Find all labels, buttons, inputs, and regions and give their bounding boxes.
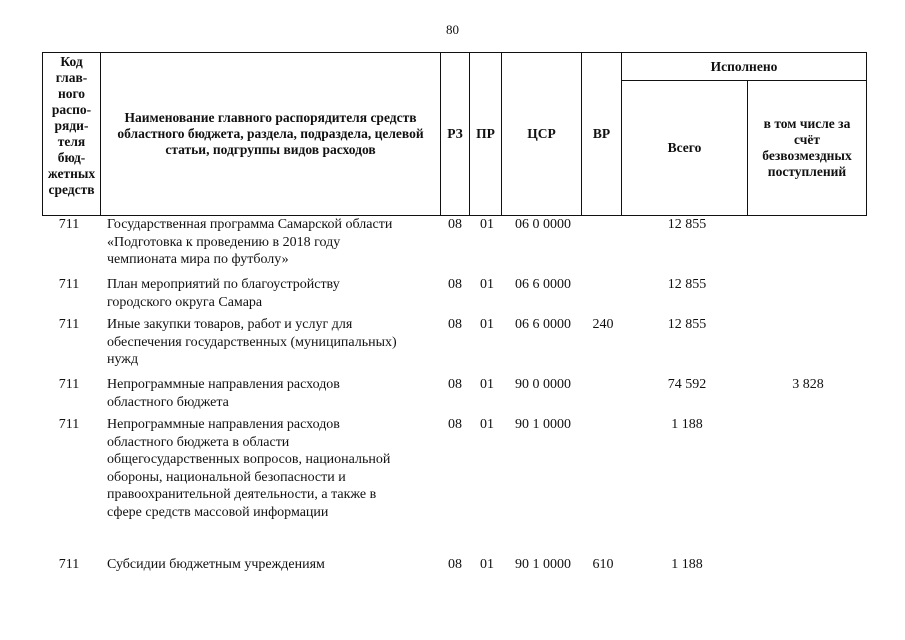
row-name-line: План мероприятий по благоустройству bbox=[107, 277, 340, 292]
header-rz: РЗ bbox=[441, 53, 470, 216]
row-csr: 06 6 0000 bbox=[515, 317, 571, 332]
row-name-line: Непрограммные направления расходов bbox=[107, 417, 340, 432]
row-csr: 06 6 0000 bbox=[515, 277, 571, 292]
row-rz: 08 bbox=[448, 417, 462, 432]
row-name-line: обеспечения государственных (муниципальных) bbox=[107, 334, 397, 350]
row-name-line: чемпионата мира по футболу» bbox=[107, 252, 289, 267]
row-total: 12 855 bbox=[667, 317, 707, 332]
row-pr: 01 bbox=[480, 277, 494, 292]
row-name-line: Непрограммные направления расходов bbox=[107, 377, 340, 392]
row-code: 711 bbox=[58, 277, 80, 292]
row-name-line: нужд bbox=[107, 352, 139, 367]
row-name bbox=[107, 376, 442, 411]
header-incl: в том числе за счёт безвозмездных поступлений bbox=[748, 81, 867, 216]
header-vr: ВР bbox=[582, 53, 622, 216]
row-rz: 08 bbox=[448, 557, 462, 572]
row-vr: 610 bbox=[592, 557, 614, 572]
row-name-line: областного бюджета bbox=[107, 394, 229, 410]
header-total: Всего bbox=[622, 81, 748, 216]
row-name bbox=[107, 316, 442, 369]
row-name-line: городского округа Самара bbox=[107, 294, 263, 310]
row-name-line: сфере средств массовой информации bbox=[107, 504, 329, 520]
header-code: Код глав- ного распо- ряди- теля бюд- жетных средств bbox=[43, 53, 101, 216]
row-name-line: обороны, национальной безопасности и bbox=[107, 469, 346, 485]
row-incl: 3 828 bbox=[792, 377, 824, 392]
row-csr: 06 0 0000 bbox=[515, 217, 571, 232]
table-header bbox=[42, 52, 867, 216]
row-name-line: общегосударственных вопросов, национальной bbox=[107, 452, 391, 467]
row-rz: 08 bbox=[448, 317, 462, 332]
row-pr: 01 bbox=[480, 317, 494, 332]
row-rz: 08 bbox=[448, 377, 462, 392]
row-name bbox=[107, 416, 442, 521]
header-csr: ЦСР bbox=[502, 53, 582, 216]
row-code: 711 bbox=[58, 377, 80, 392]
header-executed: Исполнено bbox=[622, 53, 867, 81]
row-name-line: «Подготовка к проведению в 2018 году bbox=[107, 234, 341, 250]
row-pr: 01 bbox=[480, 377, 494, 392]
row-name-line: Государственная программа Самарской области bbox=[107, 217, 393, 232]
row-total: 1 188 bbox=[671, 557, 703, 572]
row-rz: 08 bbox=[448, 277, 462, 292]
row-pr: 01 bbox=[480, 217, 494, 232]
row-name-line: правоохранительной деятельности, а также в bbox=[107, 487, 377, 502]
row-name bbox=[107, 276, 442, 311]
row-total: 1 188 bbox=[671, 417, 703, 432]
row-code: 711 bbox=[58, 557, 80, 572]
row-total: 74 592 bbox=[667, 377, 707, 392]
row-code: 711 bbox=[58, 317, 80, 332]
page-number: 80 bbox=[446, 22, 459, 37]
row-vr: 240 bbox=[592, 317, 614, 332]
row-name-line: Иные закупки товаров, работ и услуг для bbox=[107, 317, 353, 332]
row-name-line: областного бюджета в области bbox=[107, 434, 290, 450]
row-total: 12 855 bbox=[667, 217, 707, 232]
row-pr: 01 bbox=[480, 417, 494, 432]
row-csr: 90 1 0000 bbox=[515, 557, 571, 572]
header-name: Наименование главного распорядителя средств областного бюджета, раздела, подраздела, целевой статьи, подгруппы видов расходов bbox=[101, 53, 441, 216]
row-name bbox=[107, 556, 442, 574]
row-csr: 90 1 0000 bbox=[515, 417, 571, 432]
row-name bbox=[107, 216, 442, 269]
row-code: 711 bbox=[58, 217, 80, 232]
header-pr: ПР bbox=[470, 53, 502, 216]
row-pr: 01 bbox=[480, 557, 494, 572]
row-total: 12 855 bbox=[667, 277, 707, 292]
row-rz: 08 bbox=[448, 217, 462, 232]
row-csr: 90 0 0000 bbox=[515, 377, 571, 392]
row-name-line: Субсидии бюджетным учреждениям bbox=[107, 557, 325, 572]
row-code: 711 bbox=[58, 417, 80, 432]
